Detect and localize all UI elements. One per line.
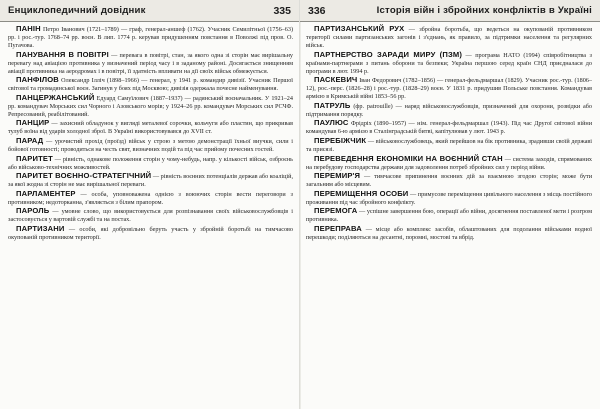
dictionary-entry: [306, 155, 592, 172]
entry-headword: ПАРТНЕРСТВО ЗАРАДИ МИРУ (ПЗМ): [314, 49, 463, 59]
entry-text: — система заходів, спрямованих на перебудову господарства держави для задоволення потреб збройних сил у період війни.: [306, 155, 593, 171]
entry-text: Фрідріх (1890–1957) — нім. генерал-фельдмаршал (1943). Під час Другої світової війни командував 6-ю армією в Сталінградській битві, капітулював у лют. 1943 р.: [306, 120, 593, 136]
entries-list: [8, 25, 293, 242]
dictionary-entry: [8, 172, 293, 189]
page-header: [0, 0, 299, 22]
entry-text: — особи, які добровільно беруть участь у збройній боротьбі на тимчасово окупованій противником території.: [8, 225, 294, 241]
dictionary-entry: [8, 76, 293, 93]
entry-headword: ПАРИТЕТ ВОЄННО-СТРАТЕГІЧНИЙ: [16, 171, 152, 181]
entry-headword: ПЕРЕМОГА: [314, 206, 358, 216]
entry-headword: ПАНУВАННЯ В ПОВІТРІ: [16, 49, 109, 59]
entry-headword: ПЕРЕМИЩЕННЯ ОСОБИ: [314, 188, 409, 198]
entry-headword: ПАТРУЛЬ: [314, 100, 351, 110]
entry-text: Іван Федорович (1782–1856) — генерал-фельдмаршал (1829). Учасник рос.-тур. (1806–12), рос.-перс. (1826–28) і рос.-тур. (1828–29) воєн. У 1831 р. придушив Польське повстання. Командував армією в Кримській війні 1853–56 рр.: [306, 77, 592, 101]
entries-list: [306, 25, 592, 242]
dictionary-entry: [8, 190, 293, 207]
entry-text: — перевага в повітрі, стан, за якого одна зі сторін має вирішальну перевагу над авіацією противника у визначений період часу і в заданому районі. Досягається знищенням авіації противника на аеродромах і в повітрі, її здатність впливати на дії своїх військ обмежується.: [8, 51, 294, 75]
entry-text: — збройна боротьба, що ведеться на окупованій противником території силами партизанських загонів і з'єднань, як правило, за підтримки населення та регулярних військ.: [306, 26, 592, 49]
dictionary-entry: [306, 137, 592, 154]
dictionary-entry: [306, 119, 592, 136]
entry-headword: ПАСКЕВИЧ: [314, 75, 358, 85]
entry-headword: ПАУЛЮС: [314, 118, 349, 128]
entry-text: (фр. patrouille) — наряд військовослужбовців, призначений для охорони, розвідки або підтримання порядку.: [306, 102, 592, 118]
page-number: 335: [273, 4, 291, 17]
dictionary-entry: [306, 76, 592, 101]
running-title: Історія війн і збройних конфліктів в Україні: [376, 5, 592, 16]
entry-text: Олександр Ілліч (1898–1966) — генерал, у 1941 р. командир дивізії. Учасник Першої світової та громадянської воєн. Загинув у боях під Москвою; дивізія одержала почесне найменування.: [8, 77, 294, 93]
page-number: 336: [308, 4, 326, 17]
entry-text: — програма НАТО (1994) співробітництва з країнами-партнерами з питань оборони та безпеки; Україна першою серед країн СНД приєдналася до програми в лют. 1994 р.: [306, 51, 592, 75]
entry-headword: ПАРТИЗАНСЬКИЙ РУХ: [314, 24, 405, 33]
entry-headword: ПАРТИЗАНИ: [16, 223, 65, 233]
dictionary-entry: [306, 172, 592, 189]
dictionary-entry: [8, 137, 293, 154]
running-title: Енциклопедичний довідник: [8, 5, 146, 16]
entry-headword: ПЕРЕМИР'Я: [314, 171, 361, 181]
dictionary-entry: [306, 51, 592, 76]
entry-headword: ПАНЦИР: [16, 118, 50, 128]
entry-text: — умовне слово, що використовується для розпізнавання своїх військовослужбовців і застосовується у вартовій службі та на постах.: [8, 208, 293, 224]
dictionary-entry: [306, 25, 592, 50]
dictionary-entry: [8, 25, 293, 50]
entry-text: Едуард Самуїлович (1887–1937) — радянський воєначальник. У 1921–24 рр. командувач Морських сил Чорного і Азовського морів; у 1924–26 рр. командувач Морських сил РСЧФ. Репресований, реабілітований.: [8, 94, 293, 118]
dictionary-entry: [306, 190, 592, 207]
entry-headword: ПАНФІЛОВ: [16, 75, 59, 85]
entry-text: — захисний обладунок у вигляді металевої сорочки, кольчуги або пластин, що прикривав тулуб воїна від ударів холодної зброї. В Україні використовувався до XVII ст.: [8, 120, 293, 136]
entry-text: — примусове переміщення цивільного населення з місць постійного проживання під час збройного конфлікту.: [306, 190, 592, 206]
entry-text: — рівність воєнних потенціалів держав або коаліцій, за якої жодна зі сторін не має вирішальної переваги.: [8, 173, 294, 189]
dictionary-entry: [306, 207, 592, 224]
dictionary-entry: [306, 102, 592, 119]
entry-headword: ПАРОЛЬ: [16, 206, 50, 216]
entry-headword: ПАНЦЕРЖАНСЬКИЙ: [16, 92, 95, 102]
entry-headword: ПЕРЕПРАВА: [314, 223, 362, 233]
entry-headword: ПАРИТЕТ: [16, 153, 53, 163]
dictionary-entry: [306, 225, 592, 242]
right-page: [300, 0, 600, 409]
dictionary-entry: [8, 51, 293, 76]
entry-text: — рівність, однакове положення сторін у чому-небудь, напр. у кількості військ, озброєнь або військово-технічних можливостей.: [8, 155, 293, 171]
entry-headword: ПАРАД: [16, 135, 44, 145]
page-header: [300, 0, 600, 22]
entry-headword: ПАНІН: [16, 24, 41, 33]
dictionary-entry: [8, 119, 293, 136]
entry-text: Петро Іванович (1721–1789) — граф, генерал-аншеф (1762). Учасник Семилітньої (1756–63) рр. і рос.-тур. 1768–74 рр. воєн. В лип. 1774 р. керував придушенням повстання в Поволжі під пров. О. Пугачова.: [8, 26, 294, 49]
entry-text: — успішне завершення бою, операції або війни, досягнення поставленої мети і розгром противника.: [306, 208, 592, 224]
entry-text: — урочистий прохід (проїзд) військ у строю з метою демонстрації їхньої виучки, сили і бойової готовності; проводиться на честь свят, визначних подій та під час прийому почесних гостей.: [8, 137, 293, 153]
entry-headword: ПЕРЕВЕДЕННЯ ЕКОНОМІКИ НА ВОЄННИЙ СТАН: [314, 153, 503, 163]
entry-headword: ПАРЛАМЕНТЕР: [16, 188, 76, 198]
dictionary-entry: [8, 155, 293, 172]
dictionary-entry: [8, 225, 293, 242]
dictionary-entry: [8, 94, 293, 119]
entry-text: — місце або комплекс засобів, облаштованих для подолання військами водної перешкоди; поділяються на десантні, поромні, мостові та вбрід.: [306, 225, 592, 241]
entry-text: — особа, уповноважена однією з воюючих сторін вести переговори з противником; недоторканна, з'являється з білим прапором.: [8, 190, 293, 206]
dictionary-entry: [8, 207, 293, 224]
entry-text: — тимчасове припинення воєнних дій за взаємною згодою сторін; може бути загальним або місцевим.: [306, 173, 593, 189]
entry-text: — військовослужбовець, який перейшов на бік противника, зрадивши своїй державі та присязі.: [306, 137, 592, 153]
entry-headword: ПЕРЕБІЖЧИК: [314, 135, 367, 145]
